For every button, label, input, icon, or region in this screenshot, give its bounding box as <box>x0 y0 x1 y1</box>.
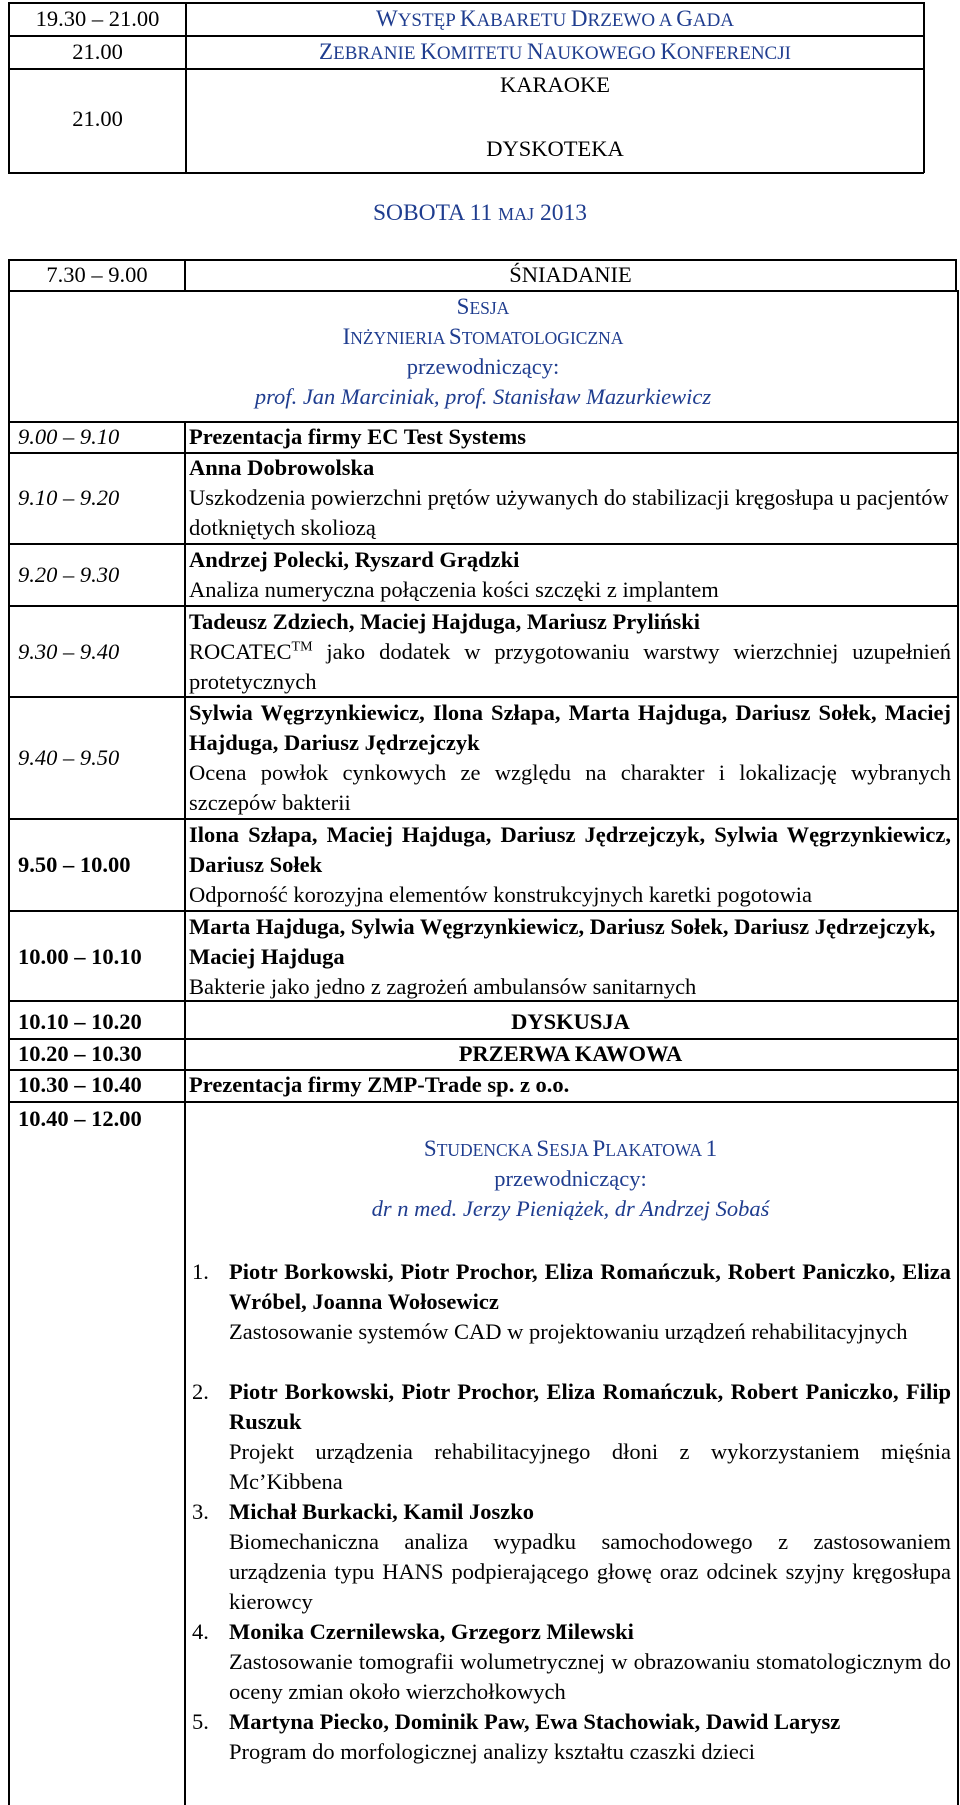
authors: Marta Hajduga, Sylwia Węgrzynkiewicz, Dariusz Sołek, Dariusz Jędrzejczyk, Maciej Hajduga <box>189 914 936 969</box>
list-number: 5. <box>192 1709 209 1734</box>
break-label: PRZERWA KAWOWA <box>458 1041 683 1066</box>
chair-label: przewodniczący: <box>494 1166 647 1191</box>
poster-title: Biomechaniczna analiza wypadku samochodowego z zastosowaniem urządzenia typu HANS podpierającego głowę oraz odcinek szyjny kręgosłupa kierowcy <box>229 1529 951 1614</box>
talk-title: Odporność korozyjna elementów konstrukcyjnych karetki pogotowia <box>189 882 812 907</box>
time-cell: 9.00 – 9.10 <box>18 424 120 449</box>
time-cell: 9.30 – 9.40 <box>18 639 120 664</box>
event-title: DYSKOTEKA <box>486 136 624 161</box>
list-number: 2. <box>192 1379 209 1404</box>
talk-title: Bakterie jako jedno z zagrożeń ambulansów sanitarnych <box>189 974 697 999</box>
time-cell: 21.00 <box>72 106 123 131</box>
time-cell: 10.20 – 10.30 <box>18 1041 142 1066</box>
talk-title: Ocena powłok cynkowych ze względu na charakter i lokalizację wybranych szczepów bakterii <box>189 760 951 815</box>
event-title: KARAOKE <box>500 72 610 97</box>
poster-authors: Piotr Borkowski, Piotr Prochor, Eliza Romańczuk, Robert Paniczko, Filip Ruszuk <box>229 1379 951 1434</box>
poster-title: Zastosowanie systemów CAD w projektowaniu urządzeń rehabilitacyjnych <box>229 1319 908 1344</box>
poster-authors: Monika Czernilewska, Grzegorz Milewski <box>229 1619 634 1644</box>
chairs: dr n med. Jerzy Pieniążek, dr Andrzej Sobaś <box>371 1196 770 1221</box>
poster-authors: Martyna Piecko, Dominik Paw, Ewa Stachowiak, Dawid Larysz <box>229 1709 841 1734</box>
time-cell: 10.40 – 12.00 <box>18 1106 142 1131</box>
time-cell: 9.20 – 9.30 <box>18 562 120 587</box>
poster-session-title: STUDENCKA SESJA PLAKATOWA 1 <box>423 1136 718 1161</box>
poster-authors: Michał Burkacki, Kamil Joszko <box>229 1499 535 1524</box>
poster-title: Zastosowanie tomografii wolumetrycznej w obrazowaniu stomatologicznym do oceny zmian około wierzchołkowych <box>229 1649 951 1704</box>
time-cell: 10.10 – 10.20 <box>18 1009 142 1034</box>
authors: Anna Dobrowolska <box>189 455 375 480</box>
discussion-label: DYSKUSJA <box>511 1009 630 1034</box>
poster-authors: Piotr Borkowski, Piotr Prochor, Eliza Romańczuk, Robert Paniczko, Eliza Wróbel, Joanna Wołosewicz <box>229 1259 951 1314</box>
list-number: 1. <box>192 1259 209 1284</box>
day-heading: SOBOTA 11 MAJ 2013 <box>372 200 588 226</box>
time-cell: 10.00 – 10.10 <box>18 944 142 969</box>
time-cell: 9.10 – 9.20 <box>18 485 120 510</box>
time-cell: 19.30 – 21.00 <box>35 6 160 31</box>
presentation-title: Prezentacja firmy ZMP-Trade sp. z o.o. <box>189 1072 570 1097</box>
event-title: ZEBRANIE KOMITETU NAUKOWEGO KONFERENCJI <box>319 39 791 64</box>
breakfast-label: ŚNIADANIE <box>509 262 632 287</box>
time-cell: 21.00 <box>72 39 123 64</box>
time-cell: 7.30 – 9.00 <box>46 262 148 287</box>
poster-title: Program do morfologicznej analizy kształtu czaszki dzieci <box>229 1739 756 1764</box>
presentation-title: Prezentacja firmy EC Test Systems <box>189 424 527 449</box>
time-cell: 9.40 – 9.50 <box>18 745 120 770</box>
list-number: 3. <box>192 1499 209 1524</box>
authors: Andrzej Polecki, Ryszard Grądzki <box>189 547 520 572</box>
event-title: WYSTĘP KABARETU DRZEWO A GADA <box>375 6 735 31</box>
talk-title: Uszkodzenia powierzchni prętów używanych do stabilizacji kręgosłupa u pacjentów dotkniętych skoliozą <box>189 485 949 540</box>
session-subtitle: INŻYNIERIA STOMATOLOGICZNA <box>342 324 624 349</box>
poster-title: Projekt urządzenia rehabilitacyjnego dłoni z wykorzystaniem mięśnia Mc’Kibbena <box>229 1439 951 1494</box>
time-cell: 9.50 – 10.00 <box>18 852 131 877</box>
authors: Ilona Szłapa, Maciej Hajduga, Dariusz Jędrzejczyk, Sylwia Węgrzynkiewicz, Dariusz Sołek <box>189 822 951 877</box>
talk-title: ROCATEC™ jako dodatek w przygotowaniu warstwy wierzchniej uzupełnień protetycznych <box>189 639 951 694</box>
session-title: SESJA <box>456 294 510 319</box>
time-cell: 10.30 – 10.40 <box>18 1072 142 1097</box>
talk-title: Analiza numeryczna połączenia kości szczęki z implantem <box>189 577 719 602</box>
authors: Tadeusz Zdziech, Maciej Hajduga, Mariusz Pryliński <box>189 609 701 634</box>
authors: Sylwia Węgrzynkiewicz, Ilona Szłapa, Marta Hajduga, Dariusz Sołek, Maciej Hajduga, Dariusz Jędrzejczyk <box>189 700 951 755</box>
chairs: prof. Jan Marciniak, prof. Stanisław Mazurkiewicz <box>254 384 712 409</box>
chair-label: przewodniczący: <box>406 354 560 379</box>
list-number: 4. <box>192 1619 209 1644</box>
